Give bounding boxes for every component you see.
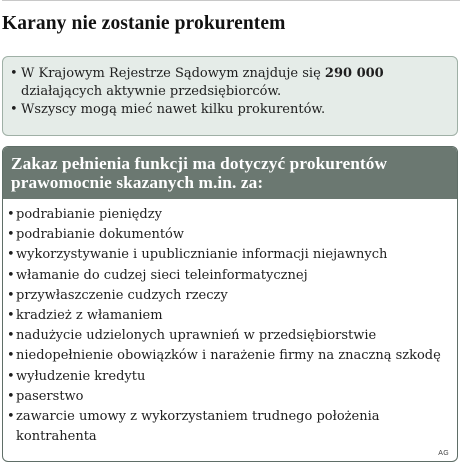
facts-box — [2, 56, 458, 136]
bullet-icon: • — [7, 207, 15, 222]
bullet-icon: • — [7, 409, 15, 425]
fact-registry-suffix: działających aktywnie przedsiębiorców. — [21, 84, 282, 99]
ban-list — [3, 199, 457, 447]
bullet-icon: • — [7, 287, 15, 303]
fact-registry-prefix: W Krajowym Rejestrze Sądowym znajduje się — [21, 66, 321, 81]
ban-item-text: zawarcie umowy z wykorzystaniem trudnego położenia kontrahenta — [16, 409, 380, 445]
fact-item-registry — [10, 65, 457, 101]
ban-list-item — [7, 245, 457, 265]
bullet-icon: • — [7, 247, 15, 263]
fact-item-proxies — [10, 101, 457, 119]
ban-item-text: wyłudzenie kredytu — [16, 368, 146, 384]
author-credit: AG — [438, 450, 449, 457]
fact-registry-number: 290 000 — [324, 66, 384, 81]
ban-list-item — [7, 367, 457, 387]
ban-list-item — [7, 266, 457, 286]
ban-list-item — [7, 326, 457, 346]
facts-list — [3, 57, 457, 119]
ban-list-item — [7, 387, 457, 407]
bullet-icon: • — [7, 348, 15, 364]
ban-list-item — [7, 286, 457, 306]
bullet-icon: • — [10, 66, 18, 81]
top-divider — [2, 0, 460, 1]
bullet-icon: • — [7, 328, 15, 344]
ban-item-text: podrabianie pieniędzy — [16, 207, 162, 222]
infographic-title: Karany nie zostanie prokurentem — [2, 13, 286, 34]
ban-item-text: włamanie do cudzej sieci teleinformatycznej — [16, 267, 308, 283]
ban-list-item — [7, 205, 457, 225]
ban-item-text: przywłaszczenie cudzych rzeczy — [16, 287, 228, 303]
bullet-icon: • — [7, 227, 15, 243]
ban-item-text: kradzież z włamaniem — [16, 308, 163, 324]
bullet-icon: • — [7, 388, 15, 404]
ban-list-item — [7, 306, 457, 326]
bullet-icon: • — [7, 308, 15, 324]
ban-list-item — [7, 407, 457, 447]
bullet-icon: • — [7, 267, 15, 283]
bullet-icon: • — [7, 368, 15, 384]
bullet-icon: • — [10, 102, 18, 117]
ban-item-text: niedopełnienie obowiązków i narażenie firmy na znaczną szkodę — [16, 348, 441, 364]
ban-item-text: wykorzystywanie i upublicznianie informacji niejawnych — [16, 247, 388, 263]
ban-list-item — [7, 225, 457, 245]
ban-list-item — [7, 346, 457, 366]
ban-item-text: paserstwo — [16, 388, 84, 404]
fact-proxies-text: Wszyscy mogą mieć nawet kilku prokurentów. — [21, 102, 326, 117]
ban-header: Zakaz pełnienia funkcji ma dotyczyć prokurentów prawomocnie skazanych m.in. za: — [3, 147, 457, 199]
ban-item-text: podrabianie dokumentów — [16, 227, 184, 243]
ban-item-text: nadużycie udzielonych uprawnień w przedsiębiorstwie — [16, 328, 377, 344]
ban-box — [2, 146, 458, 462]
